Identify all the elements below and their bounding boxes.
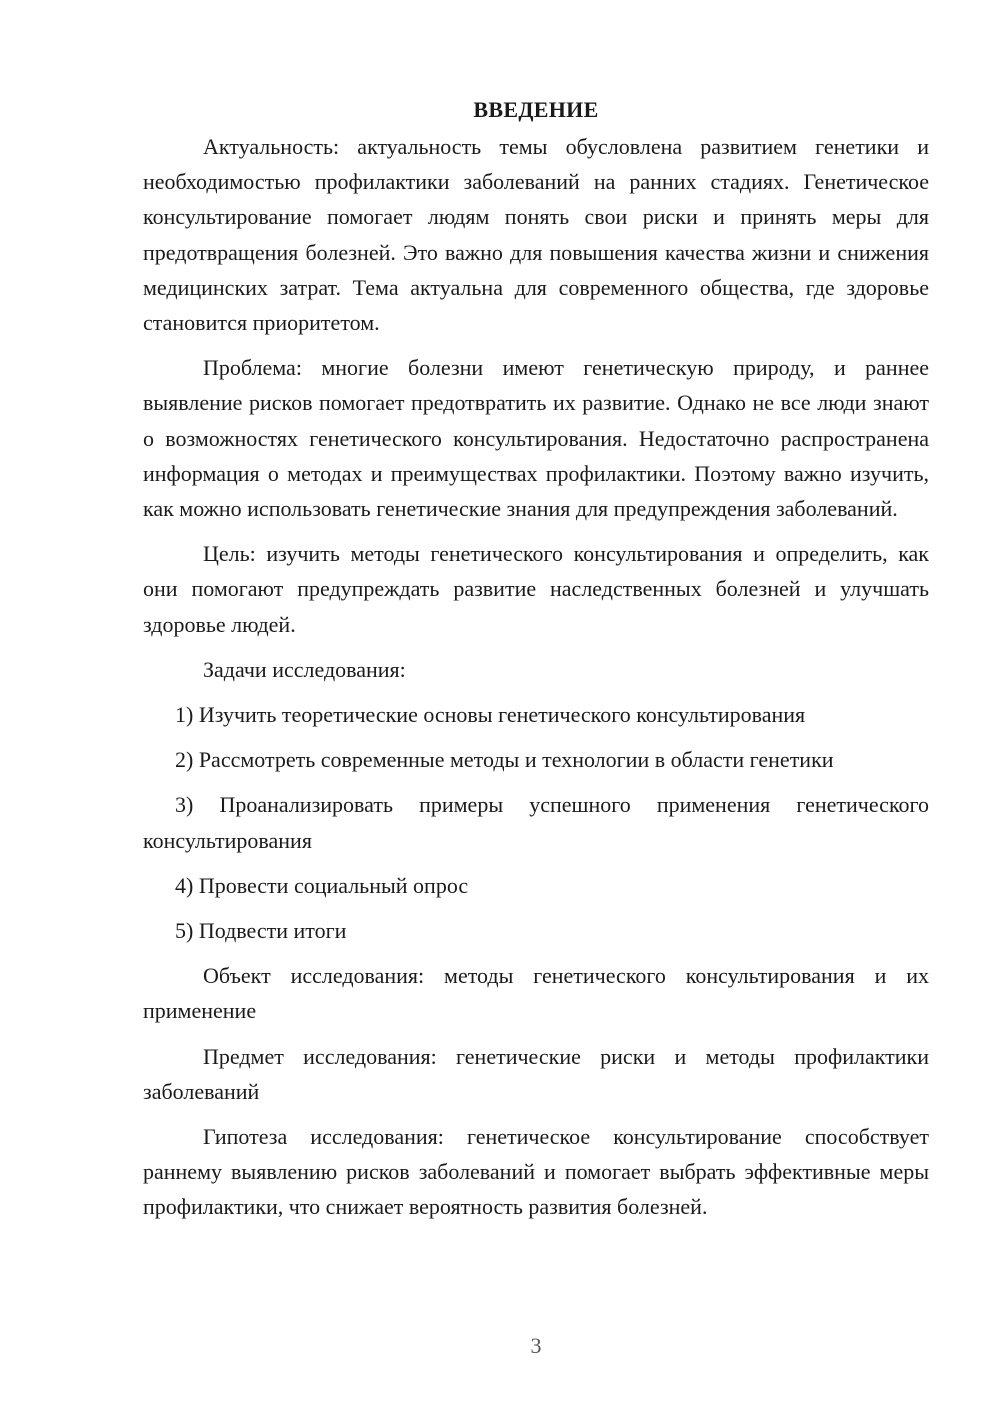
tasks-heading: Задачи исследования: <box>203 656 406 682</box>
page-number: 3 <box>530 1333 542 1358</box>
task-item: 2) Рассмотреть современные методы и технологии в области генетики <box>175 747 834 773</box>
page-content <box>143 92 929 1235</box>
page-title: ВВЕДЕНИЕ <box>473 97 599 122</box>
subject-paragraph: Предмет исследования: генетические риски и методы профилактики заболеваний <box>143 1043 929 1104</box>
object-paragraph: Объект исследования: методы генетического консультирования и их применение <box>143 963 929 1024</box>
hypothesis-paragraph: Гипотеза исследования: генетическое консультирование способствует раннему выявлению рисков заболеваний и помогает выбрать эффективные меры профилактики, что снижает вероятность развития болезней. <box>143 1124 929 1220</box>
relevance-paragraph: Актуальность: актуальность темы обусловлена развитием генетики и необходимостью профилактики заболеваний на ранних стадиях. Генетическое консультирование помогает людям понять свои риски и принять меры для предотвращения болезней. Это важно для повышения качества жизни и снижения медицинских затрат. Тема актуальна для современного общества, где здоровье становится приоритетом. <box>143 134 929 336</box>
task-item: 3) Проанализировать примеры успешного применения генетического консультирования <box>143 792 929 853</box>
problem-paragraph: Проблема: многие болезни имеют генетическую природу, и раннее выявление рисков помогает предотвратить их развитие. Однако не все люди знают о возможностях генетического консультирования. Недостаточно распространена информация о методах и преимуществах профилактики. Поэтому важно изучить, как можно использовать генетические знания для предупреждения заболеваний. <box>143 355 929 522</box>
task-item: 1) Изучить теоретические основы генетического консультирования <box>175 702 806 728</box>
task-item: 4) Провести социальный опрос <box>175 872 469 898</box>
goal-paragraph: Цель: изучить методы генетического консультирования и определить, как они помогают предупреждать развитие наследственных болезней и улучшать здоровье людей. <box>143 541 929 637</box>
task-item: 5) Подвести итоги <box>175 918 347 944</box>
